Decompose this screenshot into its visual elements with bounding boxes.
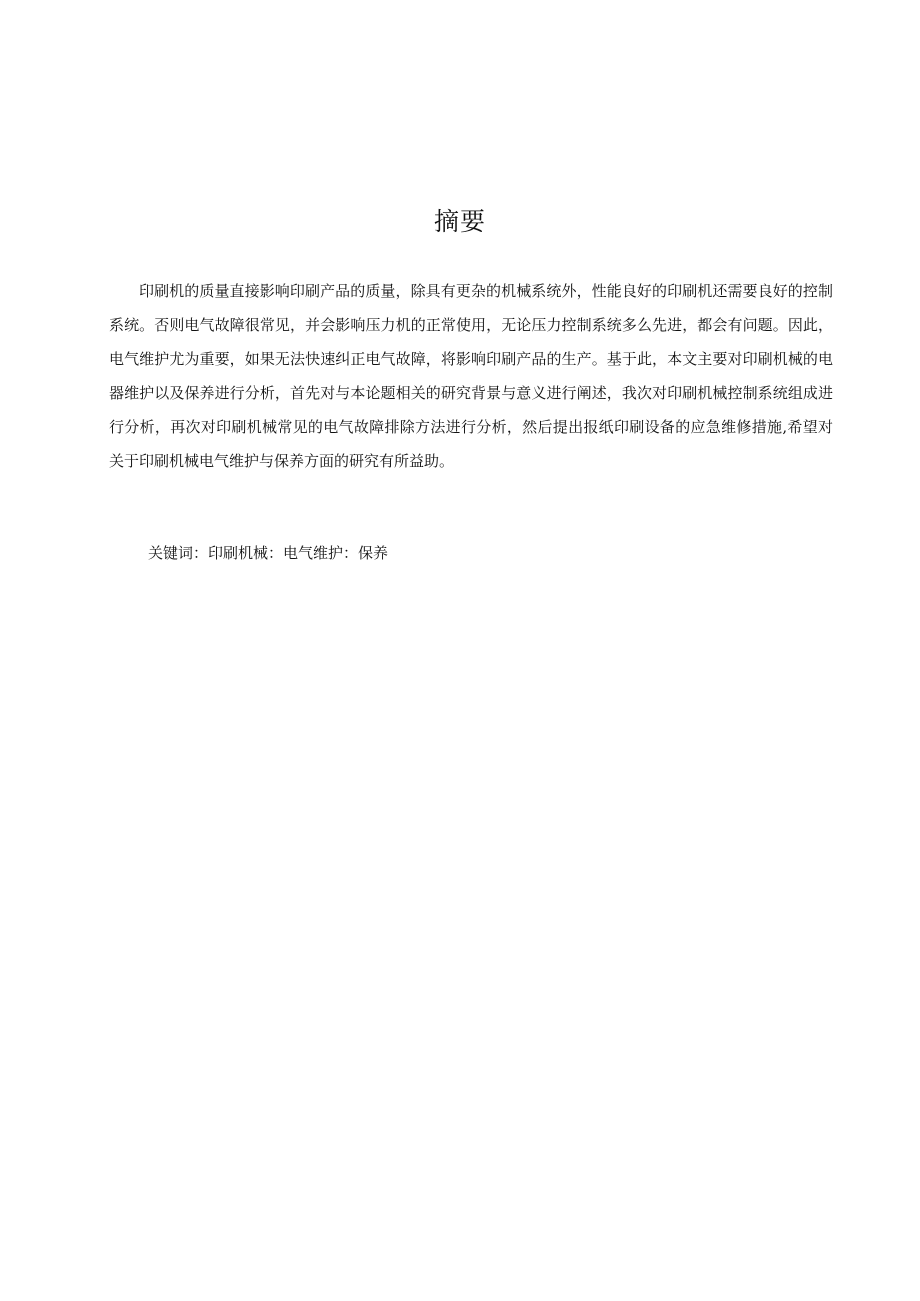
keywords-label: 关键词： (148, 544, 209, 562)
keywords-line (109, 536, 833, 570)
page-title: 摘要 (433, 207, 486, 236)
keywords-list: 印刷机械：电气维护：保养 (208, 544, 389, 562)
abstract-paragraph: 印刷机的质量直接影响印刷产品的质量，除具有更杂的机械系统外，性能良好的印刷机还需要良好的控制系统。否则电气故障很常见，并会影响压力机的正常使用，无论压力控制系统多么先进，都会有问题。因此，电气维护尤为重要，如果无法快速纠正电气故障，将影响印刷产品的生产。基于此，本文主要对印刷机械的电器维护以及保养进行分析，首先对与本论题相关的研究背景与意义进行阐述，我次对印刷机械控制系统组成进行分析，再次对印刷机械常见的电气故障排除方法进行分析，然后提出报纸印刷设备的应急维修措施,希望对关于印刷机械电气维护与保养方面的研究有所益助。 (109, 282, 833, 470)
